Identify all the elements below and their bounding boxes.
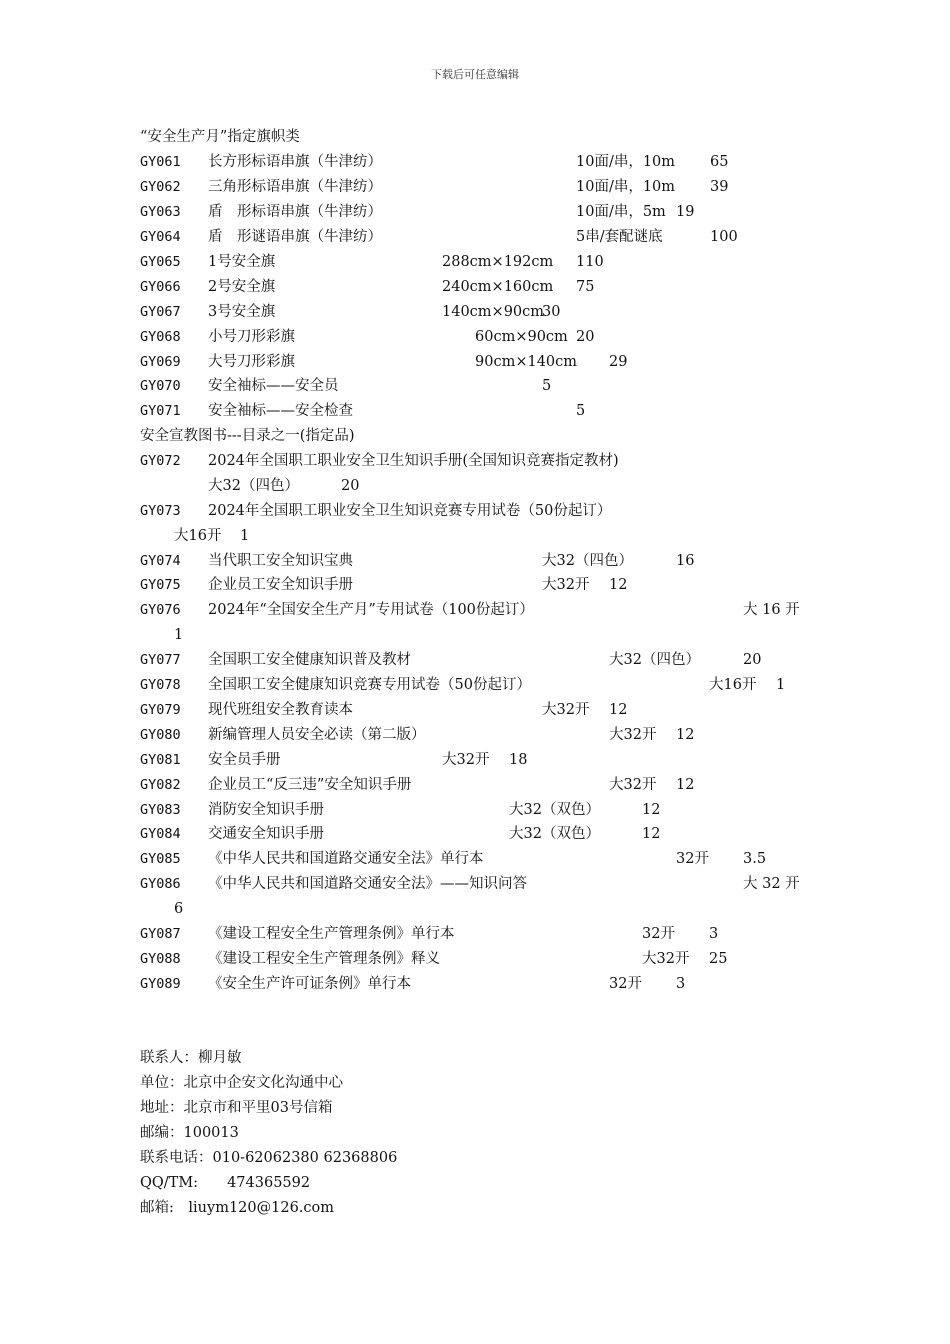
item-price: 1 <box>776 677 786 693</box>
item-name: 全国职工安全健康知识竞赛专用试卷（50份起订） <box>208 677 531 693</box>
item-price: 3 <box>676 976 686 992</box>
item-code: GY076 <box>140 602 181 618</box>
item-name: 全国职工安全健康知识普及教材 <box>208 652 411 668</box>
item-price: 65 <box>710 154 729 170</box>
item-price: 19 <box>676 204 695 220</box>
item-price: 18 <box>509 752 528 768</box>
item-price: 12 <box>676 727 695 743</box>
item-name: 安全袖标——安全检查 <box>208 403 353 419</box>
item-spec: 10面/串，10m <box>576 154 676 170</box>
item-price: 5 <box>576 403 586 419</box>
item-price: 20 <box>576 329 595 345</box>
item-code: GY061 <box>140 154 181 170</box>
item-spec: 10面/串，5m <box>576 204 666 220</box>
item-name: 安全员手册 <box>208 752 281 768</box>
item-code: GY083 <box>140 802 181 818</box>
item-name: 2号安全旗 <box>208 279 276 295</box>
item-spec: 大32开 <box>542 577 590 593</box>
item-spec: 10面/串，10m <box>576 179 676 195</box>
item-price: 29 <box>609 354 628 370</box>
item-price: 3 <box>709 926 719 942</box>
item-name: 企业员工“反三违”安全知识手册 <box>208 777 412 793</box>
item-price: 110 <box>576 254 604 270</box>
item-spec: 大32（双色） <box>509 802 600 818</box>
item-spec: 大32开 <box>609 727 657 743</box>
item-code: GY069 <box>140 354 181 370</box>
item-spec: 大32（双色） <box>509 826 600 842</box>
item-name: 安全袖标——安全员 <box>208 378 339 394</box>
item-name: 三角形标语串旗（牛津纺） <box>208 179 382 195</box>
item-spec: 32开 <box>609 976 642 992</box>
item-code: GY068 <box>140 329 181 345</box>
item-price: 3.5 <box>743 851 767 867</box>
item-price: 12 <box>609 702 628 718</box>
item-price: 12 <box>642 802 661 818</box>
item-price: 25 <box>709 951 728 967</box>
item-price: 1 <box>240 528 250 544</box>
item-spec: 32开 <box>676 851 709 867</box>
item-price: 20 <box>341 478 360 494</box>
item-name: 消防安全知识手册 <box>208 802 324 818</box>
item-spec: 大16开 <box>174 528 222 544</box>
item-price: 20 <box>743 652 762 668</box>
item-code: GY070 <box>140 378 181 394</box>
item-code: GY071 <box>140 403 181 419</box>
item-code: GY085 <box>140 851 181 867</box>
item-spec: 大 16 开 <box>743 602 800 618</box>
item-name: 《中华人民共和国道路交通安全法》单行本 <box>208 851 484 867</box>
item-code: GY079 <box>140 702 181 718</box>
item-price: 5 <box>542 378 552 394</box>
item-price: 75 <box>576 279 595 295</box>
item-code: GY074 <box>140 553 181 569</box>
item-spec: 大32开 <box>442 752 490 768</box>
item-code: GY087 <box>140 926 181 942</box>
item-name: 3号安全旗 <box>208 304 276 320</box>
item-spec: 60cm×90cm <box>475 329 568 345</box>
item-code: GY065 <box>140 254 181 270</box>
item-spec: 大32（四色） <box>542 553 633 569</box>
item-spec: 140cm×90cm <box>442 304 545 320</box>
item-code: GY075 <box>140 577 181 593</box>
item-spec: 大16开 <box>709 677 757 693</box>
item-name: 新编管理人员安全必读（第二版） <box>208 727 426 743</box>
item-code: GY086 <box>140 876 181 892</box>
item-name: 2024年全国职工职业安全卫生知识手册(全国知识竞赛指定教材) <box>208 453 619 469</box>
item-price: 6 <box>174 901 184 917</box>
item-code: GY067 <box>140 304 181 320</box>
item-code: GY077 <box>140 652 181 668</box>
item-spec: 大 32 开 <box>743 876 800 892</box>
item-name: 小号刀形彩旗 <box>208 329 295 345</box>
item-name: 《中华人民共和国道路交通安全法》——知识问答 <box>208 876 527 892</box>
item-spec: 90cm×140cm <box>475 354 578 370</box>
item-name: 2024年全国职工职业安全卫生知识竞赛专用试卷（50份起订） <box>208 503 612 519</box>
item-price: 39 <box>710 179 729 195</box>
item-name: 盾 形谜语串旗（牛津纺） <box>208 229 382 245</box>
item-code: GY081 <box>140 752 181 768</box>
item-spec: 大32（四色） <box>208 478 299 494</box>
item-price: 1 <box>174 627 184 643</box>
item-price: 100 <box>710 229 738 245</box>
item-code: GY073 <box>140 503 181 519</box>
item-code: GY064 <box>140 229 181 245</box>
item-name: 《建设工程安全生产管理条例》释义 <box>208 951 440 967</box>
item-name: 大号刀形彩旗 <box>208 354 295 370</box>
item-code: GY078 <box>140 677 181 693</box>
item-spec: 大32开 <box>542 702 590 718</box>
item-spec: 大32开 <box>609 777 657 793</box>
item-name: 交通安全知识手册 <box>208 826 324 842</box>
item-price: 12 <box>642 826 661 842</box>
item-code: GY089 <box>140 976 181 992</box>
item-name: 盾 形标语串旗（牛津纺） <box>208 204 382 220</box>
item-name: 1号安全旗 <box>208 254 276 270</box>
item-spec: 240cm×160cm <box>442 279 554 295</box>
item-name: 企业员工安全知识手册 <box>208 577 353 593</box>
item-price: 16 <box>676 553 695 569</box>
item-price: 30 <box>542 304 561 320</box>
page-header: 下载后可任意编辑 <box>431 68 519 81</box>
item-code: GY063 <box>140 204 181 220</box>
item-code: GY062 <box>140 179 181 195</box>
item-name: 现代班组安全教育读本 <box>208 702 353 718</box>
item-name: 长方形标语串旗（牛津纺） <box>208 154 382 170</box>
item-spec: 大32（四色） <box>609 652 700 668</box>
item-code: GY084 <box>140 826 181 842</box>
item-price: 12 <box>609 577 628 593</box>
item-spec: 288cm×192cm <box>442 254 554 270</box>
item-code: GY072 <box>140 453 181 469</box>
item-code: GY066 <box>140 279 181 295</box>
item-spec: 32开 <box>642 926 675 942</box>
item-code: GY088 <box>140 951 181 967</box>
item-spec: 5串/套配谜底 <box>576 229 663 245</box>
item-code: GY082 <box>140 777 181 793</box>
item-name: 当代职工安全知识宝典 <box>208 553 353 569</box>
item-name: 2024年“全国安全生产月”专用试卷（100份起订） <box>208 602 534 618</box>
item-code: GY080 <box>140 727 181 743</box>
item-price: 12 <box>676 777 695 793</box>
item-name: 《安全生产许可证条例》单行本 <box>208 976 411 992</box>
item-name: 《建设工程安全生产管理条例》单行本 <box>208 926 455 942</box>
item-spec: 大32开 <box>642 951 690 967</box>
